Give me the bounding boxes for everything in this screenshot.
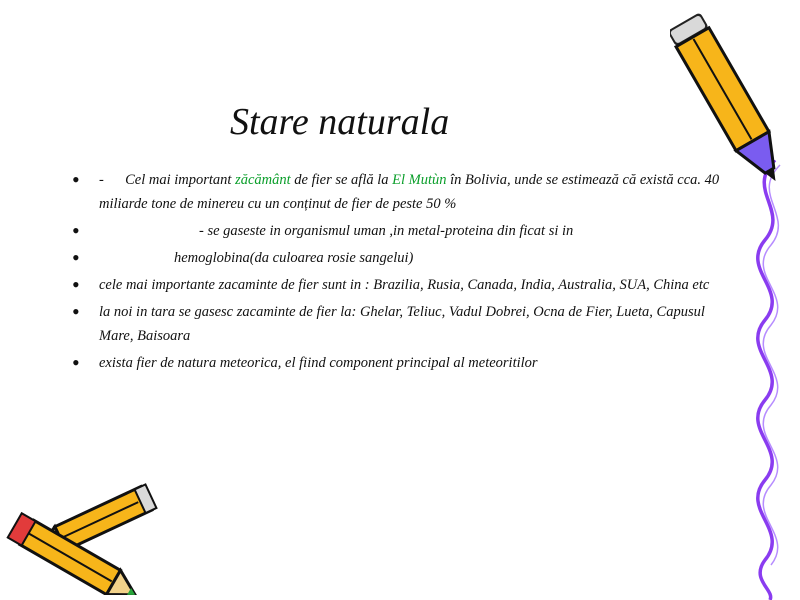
pencil-decoration-top-right <box>670 0 785 195</box>
spiral-ribbon-decoration <box>735 160 800 600</box>
bullet-text: - se gaseste in organismul uman ,in metal-proteina din ficat si in <box>199 223 574 239</box>
bullet-dot-icon: • <box>72 167 80 192</box>
bullet-item <box>72 273 737 297</box>
pencils-decoration-bottom-left <box>0 480 165 595</box>
slide-title: Stare naturala <box>230 101 450 143</box>
bullet-item <box>72 351 737 375</box>
bullet-item <box>72 219 737 243</box>
bullet-list <box>72 168 737 378</box>
bullet-text: la noi in tara se gasesc zacaminte de fier la: Ghelar, Teliuc, Vadul Dobrei, Ocna de Fier, Lueta, Capusul Mare, Baisoara <box>99 304 705 344</box>
bullet-text-pre: Cel mai important <box>125 172 236 188</box>
bullet-item <box>72 246 737 270</box>
bullet-dot-icon: • <box>72 299 80 324</box>
bullet-text-mid: de fier se află la <box>290 172 393 188</box>
highlight-el-mutun: El Mutùn <box>392 172 447 188</box>
bullet-dot-icon: • <box>72 350 80 375</box>
bullet-text: cele mai importante zacaminte de fier sunt in : Brazilia, Rusia, Canada, India, Australia, SUA, China etc <box>99 277 710 293</box>
bullet-dash: - <box>99 172 104 188</box>
bullet-dot-icon: • <box>72 272 80 297</box>
highlight-zacamant: zăcământ <box>235 172 291 188</box>
bullet-item <box>72 168 737 216</box>
bullet-item <box>72 300 737 348</box>
bullet-text: exista fier de natura meteorica, el fiind component principal al meteoritilor <box>99 355 538 371</box>
bullet-text: hemoglobina(da culoarea rosie sangelui) <box>174 250 414 266</box>
bullet-text-post: în Bolivia, unde se estimează că există cca. 40 miliarde tone de minereu cu un conținut de fier de peste 50 % <box>99 172 720 212</box>
bullet-dot-icon: • <box>72 218 80 243</box>
bullet-dot-icon: • <box>72 245 80 270</box>
